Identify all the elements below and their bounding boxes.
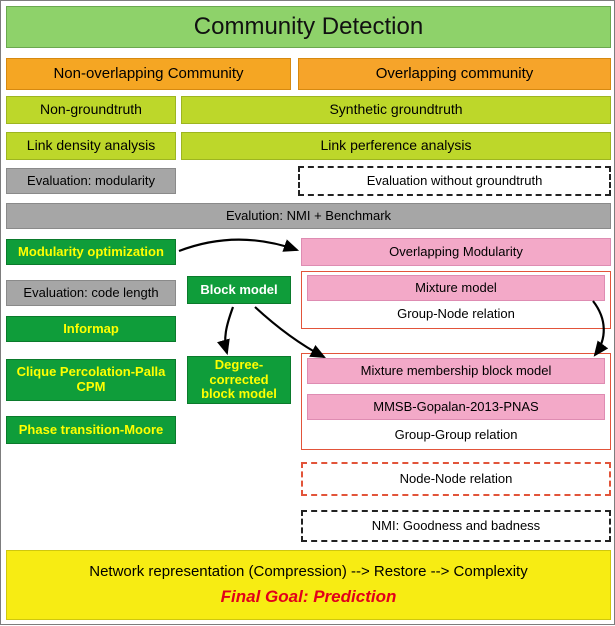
- diagram-title: Community Detection: [6, 6, 611, 48]
- left-item-evaluation-code-length: Evaluation: code length: [6, 280, 176, 306]
- right-item-mmsb-gopalan: MMSB-Gopalan-2013-PNAS: [307, 394, 605, 420]
- bottom-summary-line2: Final Goal: Prediction: [220, 586, 397, 606]
- row-link-density-analysis: Link density analysis: [6, 132, 176, 160]
- left-item-phase-transition-moore: Phase transition-Moore: [6, 416, 176, 444]
- left-item-modularity-optimization: Modularity optimization: [6, 239, 176, 265]
- label-group-node-relation: Group-Node relation: [397, 305, 515, 321]
- bottom-summary: [6, 550, 611, 620]
- row-evaluation-nmi-benchmark: Evalution: NMI + Benchmark: [6, 203, 611, 229]
- arrow-block-to-degree-corrected: [225, 307, 233, 353]
- row-non-groundtruth: Non-groundtruth: [6, 96, 176, 124]
- right-item-mixture-membership-block-model: Mixture membership block model: [307, 358, 605, 384]
- left-item-informap: Informap: [6, 316, 176, 342]
- right-item-node-node-relation: Node-Node relation: [301, 462, 611, 496]
- bottom-summary-line1: Network representation (Compression) --> Restore --> Complexity: [89, 563, 528, 581]
- left-item-clique-percolation-cpm: Clique Percolation-Palla CPM: [6, 359, 176, 401]
- arrow-modularity-to-overlapping: [179, 240, 297, 251]
- row-link-preference-analysis: Link perference analysis: [181, 132, 611, 160]
- right-item-nmi-goodness-badness: NMI: Goodness and badness: [301, 510, 611, 542]
- right-item-overlapping-modularity: Overlapping Modularity: [301, 238, 611, 266]
- label-group-group-relation: Group-Group relation: [394, 426, 518, 442]
- block-model: Block model: [187, 276, 291, 304]
- header-overlapping: Overlapping community: [298, 58, 611, 90]
- row-evaluation-modularity: Evaluation: modularity: [6, 168, 176, 194]
- degree-corrected-block-model: Degree-corrected block model: [187, 356, 291, 404]
- right-item-mixture-model: Mixture model: [307, 275, 605, 301]
- row-synthetic-groundtruth: Synthetic groundtruth: [181, 96, 611, 124]
- header-non-overlapping: Non-overlapping Community: [6, 58, 291, 90]
- row-evaluation-without-groundtruth: Evaluation without groundtruth: [298, 166, 611, 196]
